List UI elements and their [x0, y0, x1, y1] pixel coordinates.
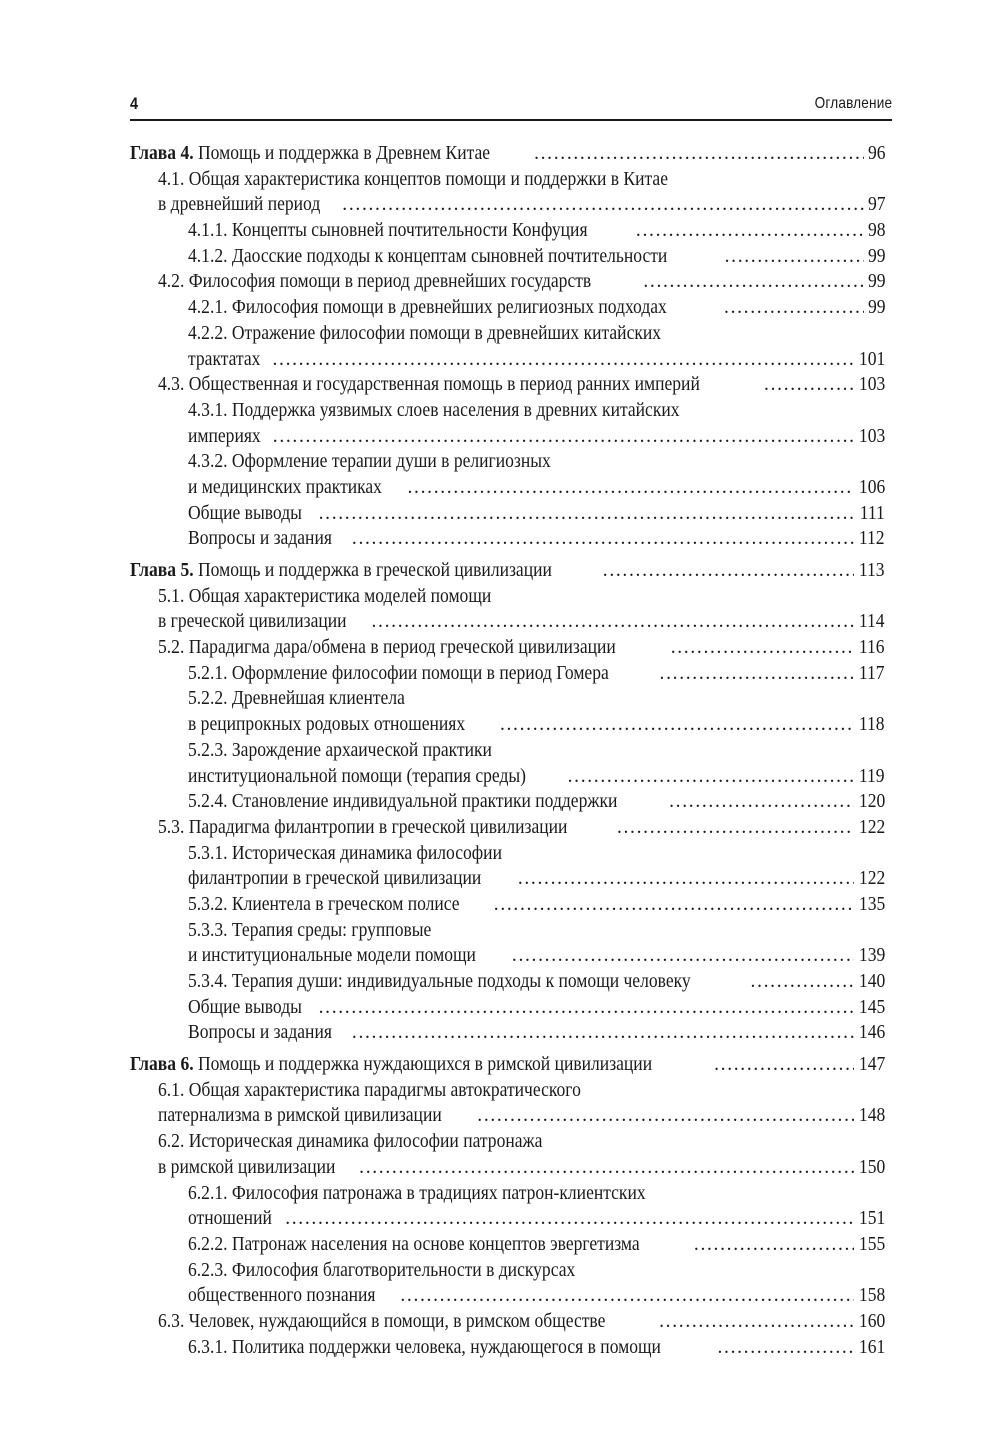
dot-leader	[315, 995, 854, 1021]
page-ref: 120	[858, 791, 885, 813]
toc-line-text	[188, 764, 564, 790]
entry-title: трактатах	[188, 348, 261, 370]
entry-title: Общие выводы	[188, 996, 302, 1018]
page-ref: 151	[858, 1208, 885, 1230]
toc-subsection[interactable]	[130, 1232, 885, 1258]
toc-line-text	[158, 167, 725, 193]
toc-line-text	[188, 892, 490, 918]
toc-line-text	[188, 1232, 690, 1258]
toc-line	[188, 764, 885, 790]
toc-line	[188, 969, 885, 995]
toc-line-text	[188, 995, 315, 1021]
toc-line-text	[158, 1103, 473, 1129]
toc-line-text	[188, 321, 714, 347]
toc-chapter	[130, 558, 885, 1046]
toc-subsection[interactable]	[130, 969, 885, 995]
toc-line-text	[188, 1206, 281, 1232]
toc-section[interactable]	[130, 1129, 885, 1180]
toc-line	[188, 918, 885, 944]
toc-subsection[interactable]	[130, 295, 885, 321]
toc-line	[188, 218, 885, 244]
toc-line	[188, 526, 885, 552]
entry-title: и институциональные модели помощи	[188, 945, 476, 967]
toc-line	[158, 584, 885, 610]
toc-line	[188, 1283, 885, 1309]
toc-line	[188, 244, 885, 270]
toc-subsection[interactable]	[130, 321, 885, 372]
page-ref: 161	[858, 1336, 885, 1358]
toc-line-text	[188, 1020, 348, 1046]
toc-line	[188, 1181, 885, 1207]
toc-line-text	[188, 841, 537, 867]
toc-line	[188, 321, 885, 347]
entry-title: общественного познания	[188, 1285, 376, 1307]
page-ref: 101	[858, 348, 885, 370]
entry-title: 5.2.4. Становление индивидуальной практики поддержки	[188, 791, 618, 813]
dot-leader	[564, 764, 855, 790]
dot-leader	[613, 815, 854, 841]
entry-title: 4.3.2. Оформление терапии души в религиозных	[188, 451, 551, 473]
chapter-label: Глава 5.	[130, 560, 194, 581]
entry-title: 4.1.1. Концепты сыновней почтительности Конфуция	[188, 220, 588, 242]
toc-subsection[interactable]	[130, 841, 885, 892]
page-ref: 158	[858, 1285, 885, 1307]
toc-line	[188, 424, 885, 450]
dot-leader	[490, 892, 854, 918]
page-ref: 150	[858, 1156, 885, 1178]
entry-title: Вопросы и задания	[188, 528, 332, 550]
entry-title: в древнейший период	[158, 194, 321, 216]
toc-line-text	[188, 244, 721, 270]
toc-line-text-inner	[130, 558, 552, 584]
page-ref: 116	[859, 637, 885, 659]
toc-section[interactable]	[130, 1309, 885, 1335]
toc-subsection[interactable]	[130, 918, 885, 969]
toc-line-text	[130, 558, 599, 584]
dot-leader	[720, 295, 863, 321]
page-ref: 145	[858, 996, 885, 1018]
entry-title: 5.3.4. Терапия души: индивидуальные подходы к помощи человеку	[188, 971, 691, 992]
table-of-contents	[130, 141, 885, 1366]
toc-line-text	[188, 943, 508, 969]
toc-line	[158, 1129, 885, 1155]
dot-leader	[473, 1103, 853, 1129]
toc-line	[158, 269, 885, 295]
toc-line-text	[188, 918, 458, 944]
toc-line-text	[158, 1309, 655, 1335]
entry-title: 5.3.1. Историческая динамика философии	[188, 842, 502, 864]
dot-leader	[599, 558, 855, 584]
toc-subsection[interactable]	[130, 449, 885, 500]
entry-title: отношений	[188, 1208, 272, 1230]
dot-leader	[269, 424, 854, 450]
toc-line-text	[188, 1258, 618, 1284]
toc-subsection[interactable]	[130, 995, 885, 1021]
toc-line	[158, 1155, 885, 1181]
dot-leader	[315, 501, 856, 527]
toc-line	[188, 1020, 885, 1046]
page-ref: 135	[858, 893, 885, 915]
entry-title: институциональной помощи (терапия среды)	[188, 765, 527, 787]
toc-line-text	[188, 449, 591, 475]
toc-line	[188, 661, 885, 687]
toc-line-text	[158, 635, 667, 661]
toc-subsection[interactable]	[130, 501, 885, 527]
toc-line-text	[188, 866, 514, 892]
chapter-title: Помощь и поддержка в греческой цивилизации	[198, 560, 552, 581]
toc-line-text	[188, 969, 747, 995]
toc-line	[188, 841, 885, 867]
dot-leader	[348, 1020, 854, 1046]
entry-title: 5.2.3. Зарождение архаической практики	[188, 739, 492, 761]
toc-line-text	[188, 526, 348, 552]
toc-line	[188, 866, 885, 892]
toc-subsection[interactable]	[130, 738, 885, 789]
dot-leader	[713, 1335, 853, 1361]
dot-leader	[368, 609, 855, 635]
toc-subsection[interactable]	[130, 1020, 885, 1046]
entry-title: в реципрокных родовых отношениях	[188, 714, 466, 736]
page-ref: 122	[858, 816, 885, 838]
toc-line	[188, 1232, 885, 1258]
page-ref: 118	[859, 714, 885, 736]
dot-leader	[656, 661, 855, 687]
toc-line-text	[188, 1181, 696, 1207]
toc-line	[130, 141, 885, 167]
dot-leader	[508, 943, 854, 969]
toc-line	[188, 995, 885, 1021]
toc-line-text	[158, 192, 338, 218]
toc-line	[188, 475, 885, 501]
toc-line	[188, 686, 885, 712]
dot-leader	[667, 635, 855, 661]
dot-leader	[496, 712, 855, 738]
toc-line	[188, 449, 885, 475]
toc-section[interactable]	[130, 815, 885, 841]
dot-leader	[281, 1206, 854, 1232]
toc-line-text	[188, 712, 496, 738]
entry-title: 6.1. Общая характеристика парадигмы автократического	[158, 1079, 581, 1101]
dot-leader	[710, 1052, 854, 1078]
dot-leader	[530, 141, 863, 167]
toc-line-text	[130, 1052, 710, 1078]
entry-title: 6.2.2. Патронаж населения на основе концептов эвергетизма	[188, 1233, 640, 1255]
page-ref: 113	[859, 560, 885, 581]
entry-title: 5.2.1. Оформление философии помощи в период Гомера	[188, 662, 609, 684]
page-ref: 139	[858, 945, 885, 967]
toc-line	[188, 892, 885, 918]
dot-leader	[721, 244, 864, 270]
page-ref: 114	[859, 611, 885, 633]
dot-leader	[404, 475, 854, 501]
entry-title: патернализма в римской цивилизации	[158, 1105, 442, 1127]
toc-subsection[interactable]	[130, 661, 885, 687]
toc-subsection[interactable]	[130, 218, 885, 244]
toc-line	[188, 943, 885, 969]
chapter-title: Помощь и поддержка в Древнем Китае	[198, 143, 491, 164]
dot-leader	[632, 218, 864, 244]
toc-line	[188, 347, 885, 373]
toc-section[interactable]	[130, 584, 885, 635]
toc-line	[158, 1078, 885, 1104]
toc-line-text	[188, 424, 269, 450]
entry-title: Вопросы и задания	[188, 1022, 332, 1044]
entry-title: 4.2.2. Отражение философии помощи в древнейших китайских	[188, 322, 662, 344]
toc-line	[188, 738, 885, 764]
entry-title: 5.3. Парадигма филантропии в греческой цивилизации	[158, 816, 568, 838]
entry-title: 6.2. Историческая динамика философии патронажа	[158, 1131, 543, 1153]
page-ref: 98	[867, 220, 885, 242]
toc-line-text	[188, 661, 656, 687]
entry-title: филантропии в греческой цивилизации	[188, 868, 482, 890]
toc-subsection[interactable]	[130, 526, 885, 552]
running-head	[130, 92, 892, 118]
entry-title: 4.2.1. Философия помощи в древнейших религиозных подходах	[188, 297, 667, 319]
toc-line	[158, 167, 885, 193]
toc-line-text-inner	[130, 141, 490, 167]
toc-chapter-heading[interactable]	[130, 141, 885, 167]
page-ref: 103	[858, 425, 885, 447]
toc-line-text	[188, 398, 734, 424]
toc-line	[158, 1309, 885, 1335]
page-ref: 119	[859, 765, 885, 787]
entry-title: империях	[188, 425, 261, 447]
toc-line	[158, 192, 885, 218]
toc-line	[130, 558, 885, 584]
toc-line	[158, 609, 885, 635]
toc-subsection[interactable]	[130, 244, 885, 270]
entry-title: 5.3.3. Терапия среды: групповые	[188, 919, 432, 941]
toc-line-text	[188, 1335, 713, 1361]
entry-title: Общие выводы	[188, 502, 302, 524]
toc-line	[188, 789, 885, 815]
toc-line-text	[158, 1155, 355, 1181]
toc-line	[158, 1103, 885, 1129]
toc-line	[158, 372, 885, 398]
page-ref: 155	[858, 1233, 885, 1255]
toc-chapter-heading[interactable]	[130, 558, 885, 584]
dot-leader	[655, 1309, 854, 1335]
toc-subsection[interactable]	[130, 789, 885, 815]
toc-line-text	[188, 1283, 396, 1309]
toc-section[interactable]	[130, 372, 885, 398]
toc-subsection[interactable]	[130, 892, 885, 918]
page-ref: 99	[867, 245, 885, 267]
page-ref: 147	[858, 1054, 885, 1076]
page-ref: 99	[867, 297, 885, 319]
page-ref: 148	[858, 1105, 885, 1127]
section-title: Оглавление	[814, 95, 892, 112]
toc-line	[188, 1258, 885, 1284]
toc-line-text	[188, 218, 632, 244]
toc-line-text	[158, 584, 528, 610]
dot-leader	[348, 526, 855, 552]
toc-line	[158, 815, 885, 841]
chapter-label: Глава 4.	[130, 143, 194, 164]
toc-line-text	[188, 295, 720, 321]
toc-line	[188, 501, 885, 527]
toc-line-text	[130, 141, 530, 167]
toc-line-text	[158, 269, 639, 295]
toc-line-text	[158, 1078, 628, 1104]
toc-line	[188, 1335, 885, 1361]
page-ref: 122	[858, 868, 885, 890]
page-ref: 117	[859, 662, 885, 684]
toc-line-text	[188, 347, 268, 373]
toc-subsection[interactable]	[130, 1181, 885, 1232]
toc-subsection[interactable]	[130, 1258, 885, 1309]
page-ref: 97	[867, 194, 885, 216]
toc-line-text	[158, 609, 368, 635]
dot-leader	[747, 969, 854, 995]
page-ref: 146	[858, 1022, 885, 1044]
page-ref: 96	[867, 143, 885, 164]
entry-title: 4.3. Общественная и государственная помощь в период ранних империй	[158, 374, 700, 396]
toc-line-text	[188, 686, 429, 712]
page-ref: 140	[858, 971, 885, 992]
dot-leader	[690, 1232, 854, 1258]
toc-line	[188, 398, 885, 424]
entry-title: и медицинских практиках	[188, 476, 382, 498]
page-ref: 160	[858, 1310, 885, 1332]
toc-line-text-inner	[130, 1052, 652, 1078]
header-rule	[130, 119, 892, 121]
dot-leader	[355, 1155, 854, 1181]
toc-line-text	[188, 738, 526, 764]
page-number: 4	[130, 94, 139, 113]
entry-title: в греческой цивилизации	[158, 611, 347, 633]
toc-line-text	[158, 372, 760, 398]
entry-title: 4.3.1. Поддержка уязвимых слоев населения в древних китайских	[188, 399, 680, 421]
dot-leader	[338, 192, 863, 218]
entry-title: 4.1. Общая характеристика концептов помощи и поддержки в Китае	[158, 168, 668, 190]
toc-line	[188, 712, 885, 738]
dot-leader	[396, 1283, 853, 1309]
entry-title: 6.3. Человек, нуждающийся в помощи, в римском обществе	[158, 1310, 606, 1332]
toc-line	[158, 635, 885, 661]
toc-line-text	[158, 1129, 585, 1155]
toc-section[interactable]	[130, 1078, 885, 1129]
toc-line-text	[158, 815, 613, 841]
entry-title: 5.2.2. Древнейшая клиентела	[188, 688, 405, 710]
page-ref: 103	[858, 374, 885, 396]
page-ref: 99	[867, 271, 885, 293]
page-ref: 112	[859, 528, 885, 550]
toc-line	[130, 1052, 885, 1078]
toc-chapter	[130, 141, 885, 552]
toc-chapter	[130, 1052, 885, 1360]
toc-section[interactable]	[130, 167, 885, 218]
toc-section[interactable]	[130, 269, 885, 295]
toc-subsection[interactable]	[130, 398, 885, 449]
entry-title: 5.2. Парадигма дара/обмена в период греческой цивилизации	[158, 637, 616, 659]
toc-section[interactable]	[130, 635, 885, 661]
dot-leader	[760, 372, 854, 398]
toc-subsection[interactable]	[130, 1335, 885, 1361]
toc-line	[188, 295, 885, 321]
entry-title: 4.1.2. Даосские подходы к концептам сыновней почтительности	[188, 245, 668, 267]
toc-chapter-heading[interactable]	[130, 1052, 885, 1078]
page-ref: 111	[859, 502, 885, 524]
entry-title: 5.3.2. Клиентела в греческом полисе	[188, 893, 460, 915]
dot-leader	[639, 269, 863, 295]
entry-title: 6.3.1. Политика поддержки человека, нуждающегося в помощи	[188, 1336, 661, 1358]
toc-line-text	[188, 501, 315, 527]
toc-line-text	[188, 789, 665, 815]
dot-leader	[665, 789, 854, 815]
entry-title: 5.1. Общая характеристика моделей помощи	[158, 585, 492, 607]
entry-title: 6.2.1. Философия патронажа в традициях патрон-клиентских	[188, 1182, 646, 1204]
toc-subsection[interactable]	[130, 686, 885, 737]
entry-title: в римской цивилизации	[158, 1156, 336, 1178]
entry-title: 6.2.3. Философия благотворительности в дискурсах	[188, 1259, 576, 1281]
toc-line	[188, 1206, 885, 1232]
toc-line-text	[188, 475, 404, 501]
chapter-title: Помощь и поддержка нуждающихся в римской цивилизации	[198, 1054, 653, 1076]
dot-leader	[514, 866, 854, 892]
dot-leader	[268, 347, 853, 373]
entry-title: 4.2. Философия помощи в период древнейших государств	[158, 271, 592, 293]
chapter-label: Глава 6.	[130, 1054, 194, 1076]
page-ref: 106	[858, 476, 885, 498]
